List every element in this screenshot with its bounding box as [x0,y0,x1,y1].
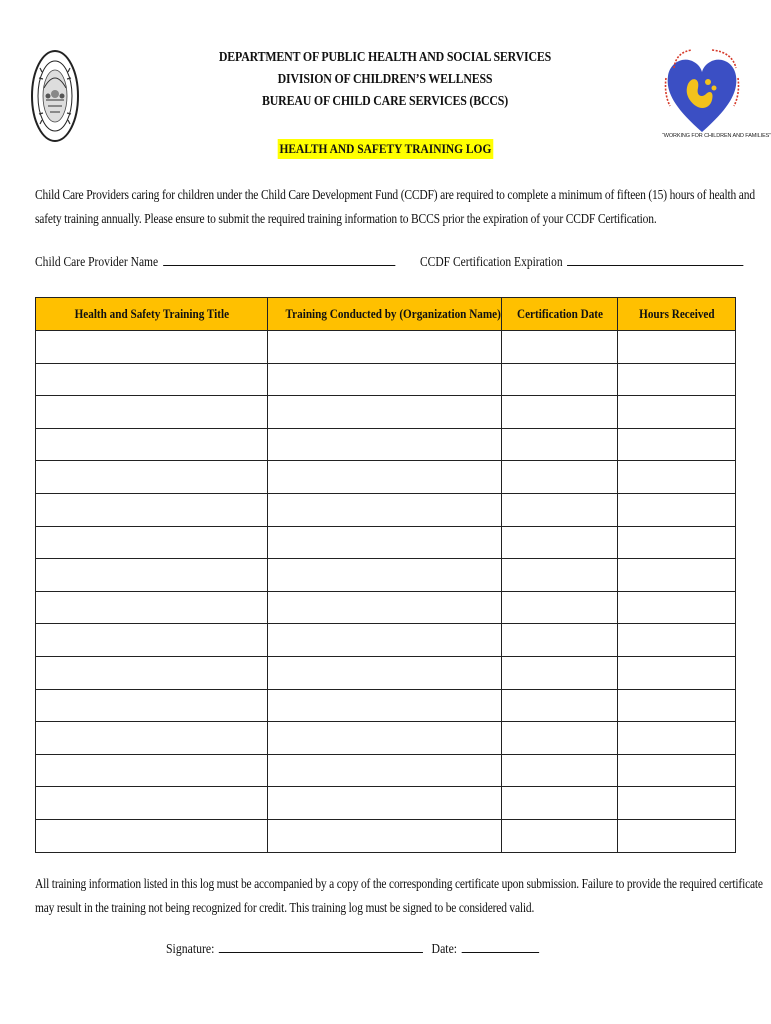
cell-training-title[interactable] [36,331,268,364]
cell-training-title[interactable] [36,591,268,624]
table-row [36,689,736,722]
table-row [36,461,736,494]
cell-conducted-by[interactable] [268,656,502,689]
cell-training-title[interactable] [36,559,268,592]
cell-certification-date[interactable] [502,493,618,526]
cell-hours-received[interactable] [618,787,736,820]
cell-training-title[interactable] [36,461,268,494]
cell-conducted-by[interactable] [268,591,502,624]
cell-training-title[interactable] [36,396,268,429]
cell-hours-received[interactable] [618,526,736,559]
cell-conducted-by[interactable] [268,689,502,722]
cell-training-title[interactable] [36,819,268,852]
table-row [36,526,736,559]
bccs-heart-logo-icon [662,44,771,140]
form-title: HEALTH AND SAFETY TRAINING LOG [277,139,492,159]
ccdf-expiration-field [420,253,744,270]
cell-conducted-by[interactable] [268,461,502,494]
column-header-certification-date: Certification Date [502,298,618,331]
cell-hours-received[interactable] [618,591,736,624]
date-label: Date: [431,941,458,956]
cell-training-title[interactable] [36,624,268,657]
cell-conducted-by[interactable] [268,819,502,852]
cell-training-title[interactable] [36,363,268,396]
table-row [36,363,736,396]
cell-certification-date[interactable] [502,754,618,787]
table-row [36,754,736,787]
logo-caption: “WORKING FOR CHILDREN AND FAMILIES” [662,133,771,139]
provider-name-label: Child Care Provider Name [35,254,159,269]
table-row [36,722,736,755]
training-log-table [35,297,736,853]
cell-conducted-by[interactable] [268,559,502,592]
intro-line-2: safety training annually. Please ensure to submit the required training information to BCCS prior the expiration of your CCDF Certification. [35,211,657,226]
cell-certification-date[interactable] [502,428,618,461]
cell-certification-date[interactable] [502,396,618,429]
table-row [36,787,736,820]
division-title: DIVISION OF CHILDREN’S WELLNESS [277,71,493,86]
footer-note [35,872,763,920]
cell-certification-date[interactable] [502,331,618,364]
table-row [36,428,736,461]
cell-hours-received[interactable] [618,656,736,689]
table-body [36,331,736,853]
cell-hours-received[interactable] [618,559,736,592]
bureau-title: BUREAU OF CHILD CARE SERVICES (BCCS) [262,93,508,108]
table-row [36,819,736,852]
cell-training-title[interactable] [36,787,268,820]
cell-hours-received[interactable] [618,428,736,461]
signature-input[interactable] [219,940,423,953]
cell-conducted-by[interactable] [268,363,502,396]
intro-paragraph [35,183,755,231]
intro-line-1: Child Care Providers caring for children under the Child Care Development Fund (CCDF) are required to complete a minimum of fifteen (15) hours of health and [35,187,755,202]
cell-training-title[interactable] [36,493,268,526]
table-header-row [36,298,736,331]
cell-conducted-by[interactable] [268,526,502,559]
cell-conducted-by[interactable] [268,331,502,364]
cell-training-title[interactable] [36,689,268,722]
cell-training-title[interactable] [36,656,268,689]
table-row [36,396,736,429]
cell-conducted-by[interactable] [268,754,502,787]
ccdf-expiration-label: CCDF Certification Expiration [420,254,563,269]
form-title-container [0,139,770,159]
table-row [36,493,736,526]
cell-conducted-by[interactable] [268,722,502,755]
cell-conducted-by[interactable] [268,493,502,526]
ccdf-expiration-input[interactable] [567,253,743,266]
cell-hours-received[interactable] [618,689,736,722]
cell-certification-date[interactable] [502,787,618,820]
cell-hours-received[interactable] [618,363,736,396]
column-header-conducted-by: Training Conducted by (Organization Name) [268,298,502,331]
cell-certification-date[interactable] [502,526,618,559]
cell-training-title[interactable] [36,428,268,461]
cell-hours-received[interactable] [618,331,736,364]
cell-hours-received[interactable] [618,396,736,429]
cell-conducted-by[interactable] [268,428,502,461]
cell-certification-date[interactable] [502,819,618,852]
table-row [36,656,736,689]
cell-conducted-by[interactable] [268,624,502,657]
cell-hours-received[interactable] [618,754,736,787]
cell-certification-date[interactable] [502,591,618,624]
cell-hours-received[interactable] [618,722,736,755]
signature-label: Signature: [166,941,215,956]
signature-row [166,940,539,957]
table-row [36,331,736,364]
cell-training-title[interactable] [36,526,268,559]
cell-certification-date[interactable] [502,689,618,722]
cell-certification-date[interactable] [502,656,618,689]
cell-training-title[interactable] [36,754,268,787]
column-header-hours-received: Hours Received [618,298,736,331]
cell-hours-received[interactable] [618,819,736,852]
cell-certification-date[interactable] [502,461,618,494]
table-row [36,624,736,657]
footer-line-1: All training information listed in this log must be accompanied by a copy of the corresponding certificate upon submission. Failure to provide the required certificate [35,876,763,891]
date-input[interactable] [462,940,539,953]
cell-certification-date[interactable] [502,559,618,592]
table-row [36,559,736,592]
cell-conducted-by[interactable] [268,396,502,429]
cell-hours-received[interactable] [618,493,736,526]
cell-conducted-by[interactable] [268,787,502,820]
provider-name-input[interactable] [163,253,395,266]
provider-name-field [35,253,395,270]
cell-certification-date[interactable] [502,363,618,396]
cell-hours-received[interactable] [618,461,736,494]
page-header [0,46,770,112]
cell-hours-received[interactable] [618,624,736,657]
table-row [36,591,736,624]
cell-training-title[interactable] [36,722,268,755]
cell-certification-date[interactable] [502,624,618,657]
footer-line-2: may result in the training not being recognized for credit. This training log must be signed to be considered valid. [35,900,535,915]
column-header-training-title: Health and Safety Training Title [36,298,268,331]
department-title: DEPARTMENT OF PUBLIC HEALTH AND SOCIAL SERVICES [218,49,552,64]
cell-certification-date[interactable] [502,722,618,755]
